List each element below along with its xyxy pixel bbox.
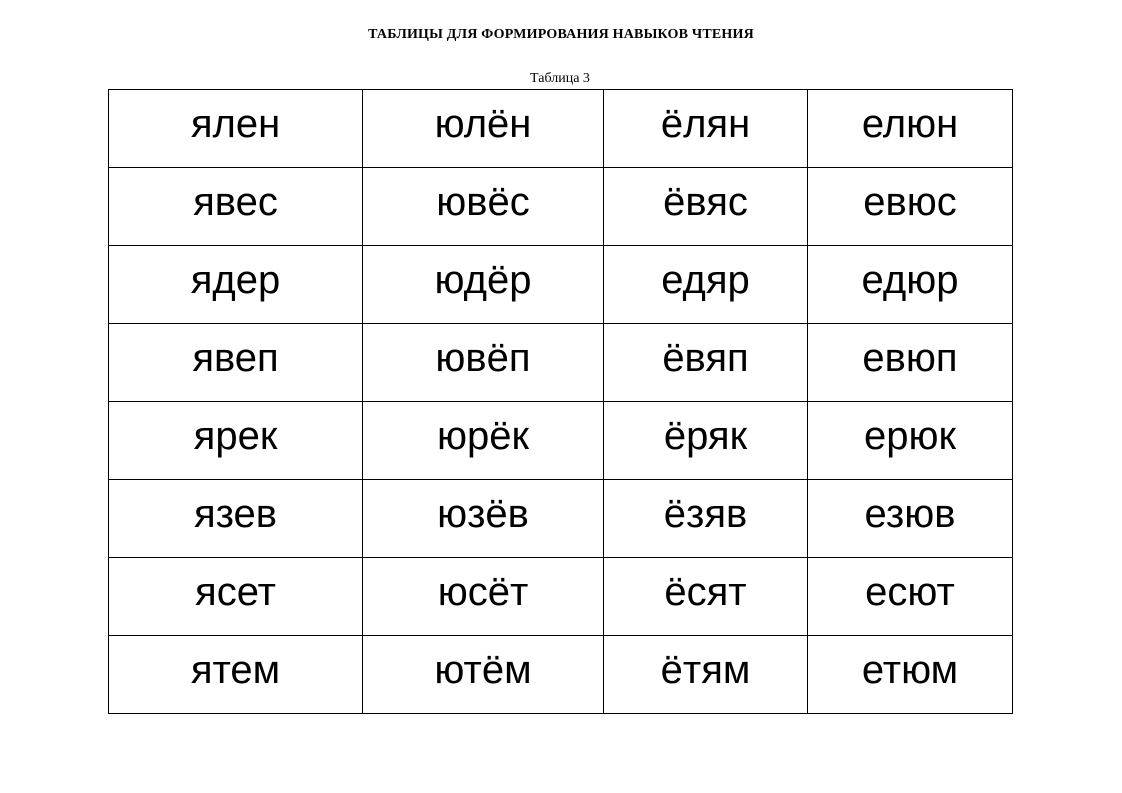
table-row <box>109 402 1013 480</box>
table-cell: ёзяв <box>604 480 808 558</box>
table-cell: ёвяп <box>604 324 808 402</box>
table-cell: елюн <box>808 90 1013 168</box>
table-cell: едюр <box>808 246 1013 324</box>
table-cell: ёряк <box>604 402 808 480</box>
table-cell: ярек <box>109 402 363 480</box>
table-cell: язев <box>109 480 363 558</box>
table-cell: явес <box>109 168 363 246</box>
table-row <box>109 246 1013 324</box>
table-body <box>109 90 1013 714</box>
table-row <box>109 324 1013 402</box>
table-cell: ювёс <box>363 168 604 246</box>
table-row <box>109 636 1013 714</box>
table-cell: юлён <box>363 90 604 168</box>
table-cell: юдёр <box>363 246 604 324</box>
table-cell: есют <box>808 558 1013 636</box>
table-cell: юсёт <box>363 558 604 636</box>
document-title: ТАБЛИЦЫ ДЛЯ ФОРМИРОВАНИЯ НАВЫКОВ ЧТЕНИЯ <box>368 27 754 42</box>
table-cell: юрёк <box>363 402 604 480</box>
table-cell: ялен <box>109 90 363 168</box>
table-cell: ятем <box>109 636 363 714</box>
table-cell: юзёв <box>363 480 604 558</box>
table-cell: ясет <box>109 558 363 636</box>
table-row <box>109 480 1013 558</box>
table-cell: ёвяс <box>604 168 808 246</box>
table-cell: етюм <box>808 636 1013 714</box>
table-cell: езюв <box>808 480 1013 558</box>
table-cell: евюп <box>808 324 1013 402</box>
table-cell: ерюк <box>808 402 1013 480</box>
table-cell: евюс <box>808 168 1013 246</box>
table-cell: ётям <box>604 636 808 714</box>
table-cell: явеп <box>109 324 363 402</box>
table-row <box>109 558 1013 636</box>
table-row <box>109 168 1013 246</box>
table-cell: ювёп <box>363 324 604 402</box>
table-cell: ёлян <box>604 90 808 168</box>
table-cell: ядер <box>109 246 363 324</box>
table-cell: едяр <box>604 246 808 324</box>
reading-words-table <box>108 89 1013 714</box>
table-cell: ютём <box>363 636 604 714</box>
table-cell: ёсят <box>604 558 808 636</box>
table-caption: Таблица 3 <box>530 71 590 86</box>
table-row <box>109 90 1013 168</box>
